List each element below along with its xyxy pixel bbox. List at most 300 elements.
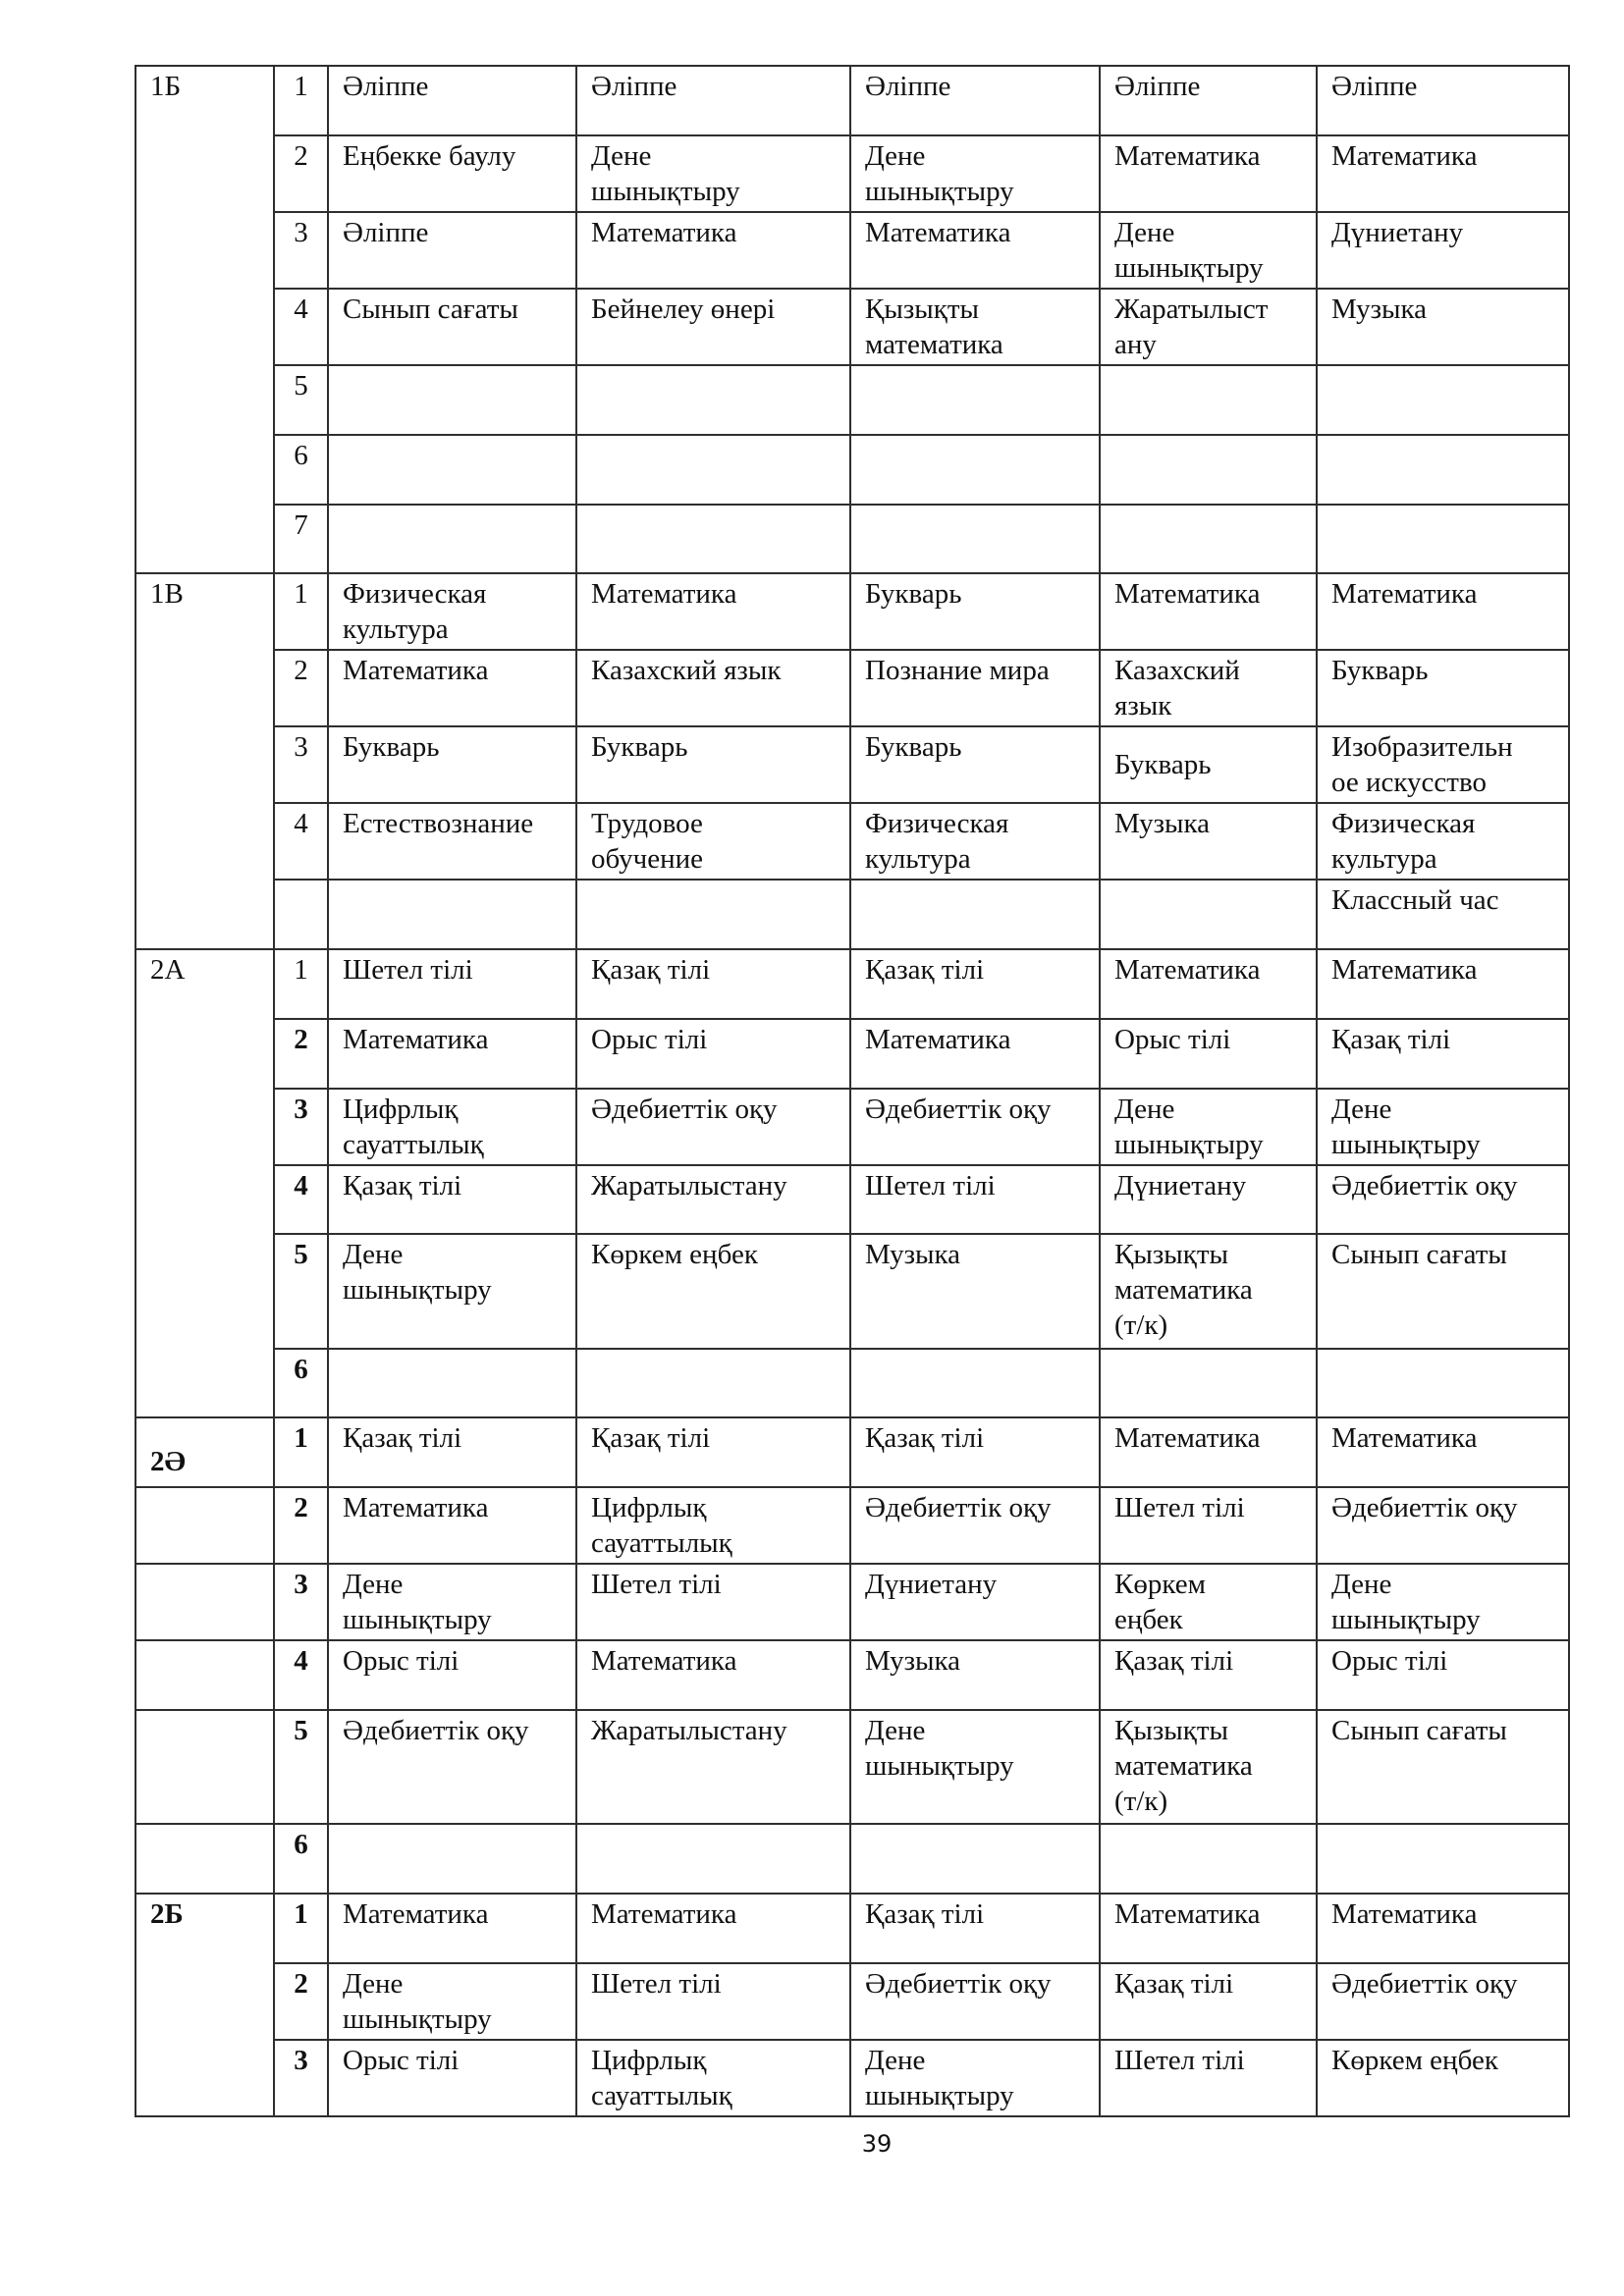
cell-text-line: математика: [865, 329, 1003, 360]
cell-text-line: Букварь: [1331, 655, 1429, 686]
lesson-number-text: 2: [294, 655, 308, 686]
subject-cell-day-4: [1099, 725, 1318, 804]
subject-cell-day-3: [849, 1233, 1101, 1350]
cell-text-line: Математика: [343, 1492, 489, 1523]
subject-cell-day-4: [1099, 2039, 1318, 2117]
cell-text-line: шынықтыру: [1114, 1129, 1264, 1160]
subject-cell-day-2: [575, 1088, 851, 1166]
subject-cell-day-4: [1099, 364, 1318, 436]
cell-text-line: Қазақ тілі: [865, 954, 985, 986]
cell-text-line: Математика: [591, 217, 737, 248]
subject-cell-day-1: [327, 211, 577, 290]
cell-text-line: Дене: [1114, 1094, 1175, 1125]
lesson-number: [273, 1823, 329, 1895]
subject-cell-day-1: [327, 1164, 577, 1235]
subject-cell-day-4: [1099, 65, 1318, 136]
cell-text-line: Дене: [865, 1715, 926, 1746]
cell-text-line: Орыс тілі: [591, 1024, 708, 1055]
cell-text-line: Классный час: [1331, 884, 1499, 916]
subject-cell-day-5: [1316, 1018, 1570, 1090]
subject-cell-day-1: [327, 504, 577, 574]
subject-cell-day-5: [1316, 1639, 1570, 1711]
lesson-number: [273, 1486, 329, 1565]
lesson-number-text: 1: [294, 1898, 308, 1930]
lesson-number-text: 6: [294, 1354, 308, 1385]
cell-text-line: шынықтыру: [1331, 1129, 1481, 1160]
cell-text-line: Математика: [1331, 954, 1478, 986]
cell-text-line: Математика: [1114, 1898, 1261, 1930]
lesson-number-text: 1: [294, 578, 308, 610]
subject-cell-day-5: [1316, 1563, 1570, 1641]
cell-text-line: Дене: [343, 1968, 404, 2000]
cell-text-line: шынықтыру: [343, 1604, 492, 1635]
cell-text-line: Музыка: [1114, 808, 1211, 839]
subject-cell-day-4: [1099, 649, 1318, 727]
lesson-number-text: 3: [294, 1569, 308, 1600]
subject-cell-day-2: [575, 802, 851, 881]
subject-cell-day-3: [849, 134, 1101, 213]
lesson-number: [273, 211, 329, 290]
subject-cell-day-1: [327, 1823, 577, 1895]
cell-text-line: Қазақ тілі: [865, 1898, 985, 1930]
cell-text-line: Познание мира: [865, 655, 1050, 686]
subject-cell-day-4: [1099, 288, 1318, 366]
subject-cell-day-5: [1316, 725, 1570, 804]
class-name: 2Ә: [150, 1446, 186, 1477]
cell-text-line: культура: [1331, 843, 1437, 875]
subject-cell-day-4: [1099, 1893, 1318, 1964]
subject-cell-day-4: [1099, 879, 1318, 950]
subject-cell-day-5: [1316, 948, 1570, 1020]
subject-cell-day-3: [849, 1563, 1101, 1641]
subject-cell-day-3: [849, 2039, 1101, 2117]
subject-cell-day-4: [1099, 504, 1318, 574]
class-name: 1В: [150, 578, 184, 610]
lesson-number: [273, 434, 329, 506]
subject-cell-day-1: [327, 1709, 577, 1825]
cell-text-line: Математика: [865, 217, 1011, 248]
cell-text-line: Қазақ тілі: [1114, 1968, 1234, 2000]
cell-text-line: Букварь: [343, 731, 440, 763]
cell-text-line: (т/к): [1114, 1309, 1168, 1341]
lesson-number-text: 4: [294, 1170, 308, 1201]
cell-text-line: Қызықты: [865, 294, 980, 325]
subject-cell-day-4: [1099, 1486, 1318, 1565]
lesson-number: [273, 1088, 329, 1166]
lesson-number-text: 3: [294, 2045, 308, 2076]
cell-text-line: ое искусство: [1331, 767, 1487, 798]
cell-text-line: математика: [1114, 1274, 1253, 1306]
subject-cell-day-5: [1316, 1088, 1570, 1166]
subject-cell-day-2: [575, 1709, 851, 1825]
subject-cell-day-2: [575, 1962, 851, 2041]
subject-cell-day-2: [575, 1164, 851, 1235]
cell-text-line: Бейнелеу өнері: [591, 294, 776, 325]
class-name: 1Б: [150, 71, 182, 102]
cell-text-line: Физическая: [865, 808, 1009, 839]
cell-text-line: Қызықты: [1114, 1715, 1229, 1746]
cell-text-line: Букварь: [1114, 749, 1212, 780]
subject-cell-day-2: [575, 288, 851, 366]
subject-cell-day-2: [575, 134, 851, 213]
subject-cell-day-3: [849, 1088, 1101, 1166]
cell-text-line: (т/к): [1114, 1786, 1168, 1817]
lesson-number-text: 3: [294, 217, 308, 248]
lesson-number-text: 2: [294, 1492, 308, 1523]
cell-text-line: Көркем: [1114, 1569, 1206, 1600]
lesson-number: [273, 1348, 329, 1418]
cell-text-line: Көркем еңбек: [1331, 2045, 1498, 2076]
cell-text-line: Орыс тілі: [1114, 1024, 1231, 1055]
subject-cell-day-5: [1316, 288, 1570, 366]
subject-cell-day-3: [849, 1823, 1101, 1895]
subject-cell-day-4: [1099, 1962, 1318, 2041]
cell-text-line: Қазақ тілі: [591, 1422, 711, 1454]
subject-cell-day-1: [327, 948, 577, 1020]
class-name: 2Б: [150, 1898, 184, 1930]
lesson-number: [273, 1416, 329, 1488]
cell-text-line: Шетел тілі: [1114, 2045, 1245, 2076]
cell-text-line: Дене: [343, 1239, 404, 1270]
lesson-number: [273, 364, 329, 436]
subject-cell-day-3: [849, 1486, 1101, 1565]
lesson-number: [273, 1164, 329, 1235]
cell-text-line: Әліппе: [343, 217, 429, 248]
subject-cell-day-2: [575, 1893, 851, 1964]
cell-text-line: шынықтыру: [343, 1274, 492, 1306]
lesson-number: [273, 65, 329, 136]
class-label: [135, 65, 275, 574]
lesson-number-text: 5: [294, 1239, 308, 1270]
cell-text-line: Букварь: [591, 731, 688, 763]
subject-cell-day-3: [849, 1709, 1101, 1825]
subject-cell-day-5: [1316, 879, 1570, 950]
lesson-number: [273, 649, 329, 727]
lesson-number: [273, 1563, 329, 1641]
subject-cell-day-5: [1316, 1348, 1570, 1418]
subject-cell-day-3: [849, 1018, 1101, 1090]
cell-text-line: Қазақ тілі: [1331, 1024, 1451, 1055]
subject-cell-day-4: [1099, 1563, 1318, 1641]
subject-cell-day-1: [327, 1088, 577, 1166]
lesson-number-text: 6: [294, 440, 308, 471]
cell-text-line: Трудовое: [591, 808, 703, 839]
cell-text-line: шынықтыру: [1114, 252, 1264, 284]
lesson-number-text: 5: [294, 370, 308, 401]
subject-cell-day-1: [327, 1486, 577, 1565]
cell-text-line: Еңбекке баулу: [343, 140, 516, 172]
page-number: 39: [861, 2130, 893, 2158]
subject-cell-day-4: [1099, 211, 1318, 290]
subject-cell-day-5: [1316, 2039, 1570, 2117]
cell-text-line: Жаратылыст: [1114, 294, 1269, 325]
cell-text-line: Казахский: [1114, 655, 1240, 686]
lesson-number-text: 7: [294, 509, 308, 541]
lesson-number-text: 2: [294, 1024, 308, 1055]
cell-text-line: Изобразительн: [1331, 731, 1513, 763]
subject-cell-day-5: [1316, 1233, 1570, 1350]
class-cell-empty: [135, 1709, 275, 1825]
lesson-number-text: 5: [294, 1715, 308, 1746]
cell-text-line: Қызықты: [1114, 1239, 1229, 1270]
cell-text-line: Математика: [865, 1024, 1011, 1055]
subject-cell-day-2: [575, 504, 851, 574]
cell-text-line: Шетел тілі: [1114, 1492, 1245, 1523]
subject-cell-day-4: [1099, 1639, 1318, 1711]
lesson-number: [273, 802, 329, 881]
subject-cell-day-4: [1099, 1348, 1318, 1418]
subject-cell-day-4: [1099, 1233, 1318, 1350]
subject-cell-day-2: [575, 1486, 851, 1565]
subject-cell-day-5: [1316, 364, 1570, 436]
cell-text-line: Қазақ тілі: [865, 1422, 985, 1454]
lesson-number: [273, 1018, 329, 1090]
subject-cell-day-1: [327, 134, 577, 213]
cell-text-line: Шетел тілі: [591, 1968, 722, 2000]
lesson-number-text: 2: [294, 1968, 308, 2000]
lesson-number-text: 4: [294, 1645, 308, 1677]
cell-text-line: Шетел тілі: [343, 954, 473, 986]
subject-cell-day-2: [575, 2039, 851, 2117]
cell-text-line: Дене: [865, 2045, 926, 2076]
subject-cell-day-5: [1316, 211, 1570, 290]
cell-text-line: Математика: [343, 655, 489, 686]
subject-cell-day-5: [1316, 572, 1570, 651]
lesson-number: [273, 134, 329, 213]
class-label: [135, 572, 275, 950]
subject-cell-day-5: [1316, 1416, 1570, 1488]
subject-cell-day-5: [1316, 434, 1570, 506]
subject-cell-day-1: [327, 1962, 577, 2041]
subject-cell-day-3: [849, 1893, 1101, 1964]
cell-text-line: Әліппе: [591, 71, 677, 102]
subject-cell-day-4: [1099, 802, 1318, 881]
cell-text-line: Дүниетану: [1331, 217, 1464, 248]
lesson-number: [273, 2039, 329, 2117]
subject-cell-day-1: [327, 2039, 577, 2117]
cell-text-line: Сынып сағаты: [1331, 1239, 1507, 1270]
subject-cell-day-5: [1316, 1962, 1570, 2041]
subject-cell-day-3: [849, 65, 1101, 136]
lesson-number: [273, 572, 329, 651]
cell-text-line: Математика: [1114, 1422, 1261, 1454]
cell-text-line: Дүниетану: [1114, 1170, 1247, 1201]
cell-text-line: Математика: [1114, 140, 1261, 172]
subject-cell-day-2: [575, 1823, 851, 1895]
cell-text-line: Физическая: [343, 578, 487, 610]
subject-cell-day-5: [1316, 1823, 1570, 1895]
cell-text-line: Шетел тілі: [591, 1569, 722, 1600]
subject-cell-day-3: [849, 504, 1101, 574]
subject-cell-day-1: [327, 1563, 577, 1641]
cell-text-line: ану: [1114, 329, 1157, 360]
subject-cell-day-2: [575, 1348, 851, 1418]
lesson-number-text: 1: [294, 954, 308, 986]
cell-text-line: Букварь: [865, 578, 962, 610]
cell-text-line: Әдебиеттік оқу: [1331, 1170, 1518, 1201]
subject-cell-day-2: [575, 1563, 851, 1641]
cell-text-line: Дене: [1331, 1094, 1392, 1125]
subject-cell-day-3: [849, 1416, 1101, 1488]
subject-cell-day-4: [1099, 1416, 1318, 1488]
subject-cell-day-3: [849, 1962, 1101, 2041]
cell-text-line: Әдебиеттік оқу: [865, 1968, 1052, 2000]
subject-cell-day-5: [1316, 649, 1570, 727]
lesson-number: [273, 1893, 329, 1964]
cell-text-line: Дене: [1331, 1569, 1392, 1600]
class-cell-empty: [135, 1639, 275, 1711]
subject-cell-day-4: [1099, 1709, 1318, 1825]
cell-text-line: Математика: [591, 1645, 737, 1677]
subject-cell-day-2: [575, 1018, 851, 1090]
subject-cell-day-3: [849, 211, 1101, 290]
subject-cell-day-5: [1316, 1709, 1570, 1825]
cell-text-line: Қазақ тілі: [343, 1422, 462, 1454]
subject-cell-day-4: [1099, 1088, 1318, 1166]
subject-cell-day-1: [327, 802, 577, 881]
subject-cell-day-4: [1099, 434, 1318, 506]
cell-text-line: сауаттылық: [591, 1527, 732, 1559]
cell-text-line: Музыка: [1331, 294, 1428, 325]
cell-text-line: язык: [1114, 690, 1172, 721]
cell-text-line: обучение: [591, 843, 704, 875]
class-label: [135, 1416, 275, 1488]
subject-cell-day-1: [327, 1639, 577, 1711]
subject-cell-day-1: [327, 364, 577, 436]
subject-cell-day-3: [849, 572, 1101, 651]
subject-cell-day-4: [1099, 572, 1318, 651]
cell-text-line: Математика: [1114, 578, 1261, 610]
cell-text-line: сауаттылық: [343, 1129, 484, 1160]
cell-text-line: Математика: [591, 1898, 737, 1930]
subject-cell-day-1: [327, 1416, 577, 1488]
lesson-number: [273, 725, 329, 804]
lesson-number: [273, 1709, 329, 1825]
subject-cell-day-1: [327, 725, 577, 804]
subject-cell-day-1: [327, 649, 577, 727]
subject-cell-day-5: [1316, 802, 1570, 881]
cell-text-line: Жаратылыстану: [591, 1170, 787, 1201]
cell-text-line: Букварь: [865, 731, 962, 763]
cell-text-line: Көркем еңбек: [591, 1239, 758, 1270]
subject-cell-day-1: [327, 572, 577, 651]
cell-text-line: шынықтыру: [591, 176, 740, 207]
subject-cell-day-2: [575, 725, 851, 804]
cell-text-line: Математика: [343, 1024, 489, 1055]
subject-cell-day-3: [849, 1348, 1101, 1418]
subject-cell-day-2: [575, 65, 851, 136]
cell-text-line: Физическая: [1331, 808, 1476, 839]
subject-cell-day-5: [1316, 1164, 1570, 1235]
subject-cell-day-2: [575, 572, 851, 651]
cell-text-line: Әдебиеттік оқу: [591, 1094, 778, 1125]
lesson-number-text: 3: [294, 731, 308, 763]
class-name: 2А: [150, 954, 186, 986]
lesson-number: [273, 1639, 329, 1711]
subject-cell-day-1: [327, 65, 577, 136]
lesson-number-text: 1: [294, 1422, 308, 1454]
cell-text-line: шынықтыру: [1331, 1604, 1481, 1635]
subject-cell-day-2: [575, 1416, 851, 1488]
subject-cell-day-5: [1316, 1893, 1570, 1964]
cell-text-line: Математика: [1331, 140, 1478, 172]
cell-text-line: Дене: [591, 140, 652, 172]
subject-cell-day-2: [575, 1233, 851, 1350]
subject-cell-day-3: [849, 1639, 1101, 1711]
cell-text-line: Цифрлық: [591, 2045, 707, 2076]
cell-text-line: Математика: [591, 578, 737, 610]
lesson-number-text: 4: [294, 808, 308, 839]
lesson-number: [273, 948, 329, 1020]
subject-cell-day-2: [575, 948, 851, 1020]
cell-text-line: Казахский язык: [591, 655, 782, 686]
subject-cell-day-3: [849, 802, 1101, 881]
subject-cell-day-5: [1316, 65, 1570, 136]
subject-cell-day-1: [327, 288, 577, 366]
cell-text-line: Цифрлық: [343, 1094, 459, 1125]
cell-text-line: Математика: [1331, 578, 1478, 610]
cell-text-line: Қазақ тілі: [343, 1170, 462, 1201]
cell-text-line: Жаратылыстану: [591, 1715, 787, 1746]
cell-text-line: Орыс тілі: [1331, 1645, 1448, 1677]
cell-text-line: Әдебиеттік оқу: [865, 1492, 1052, 1523]
lesson-number-text: 2: [294, 140, 308, 172]
cell-text-line: Математика: [1331, 1898, 1478, 1930]
cell-text-line: Музыка: [865, 1645, 961, 1677]
cell-text-line: Әдебиеттік оқу: [343, 1715, 529, 1746]
subject-cell-day-1: [327, 1233, 577, 1350]
subject-cell-day-1: [327, 434, 577, 506]
lesson-number: [273, 288, 329, 366]
class-cell-empty: [135, 1486, 275, 1565]
class-cell-empty: [135, 1823, 275, 1895]
cell-text-line: шынықтыру: [343, 2003, 492, 2035]
cell-text-line: Шетел тілі: [865, 1170, 996, 1201]
subject-cell-day-3: [849, 1164, 1101, 1235]
cell-text-line: Математика: [343, 1898, 489, 1930]
subject-cell-day-4: [1099, 1823, 1318, 1895]
class-label: [135, 1893, 275, 2117]
subject-cell-day-1: [327, 1018, 577, 1090]
cell-text-line: Математика: [1114, 954, 1261, 986]
subject-cell-day-4: [1099, 134, 1318, 213]
lesson-number: [273, 1233, 329, 1350]
class-label: [135, 948, 275, 1418]
cell-text-line: Дене: [343, 1569, 404, 1600]
cell-text-line: Дүниетану: [865, 1569, 998, 1600]
cell-text-line: Әдебиеттік оқу: [865, 1094, 1052, 1125]
cell-text-line: шынықтыру: [865, 2080, 1014, 2111]
subject-cell-day-3: [849, 434, 1101, 506]
subject-cell-day-4: [1099, 1164, 1318, 1235]
cell-text-line: культура: [865, 843, 971, 875]
subject-cell-day-5: [1316, 134, 1570, 213]
class-cell-empty: [135, 1563, 275, 1641]
subject-cell-day-2: [575, 1639, 851, 1711]
cell-text-line: сауаттылық: [591, 2080, 732, 2111]
subject-cell-day-4: [1099, 948, 1318, 1020]
subject-cell-day-3: [849, 364, 1101, 436]
cell-text-line: Қазақ тілі: [591, 954, 711, 986]
cell-text-line: культура: [343, 614, 449, 645]
lesson-number: [273, 879, 329, 950]
cell-text-line: Әліппе: [343, 71, 429, 102]
cell-text-line: шынықтыру: [865, 1750, 1014, 1782]
cell-text-line: математика: [1114, 1750, 1253, 1782]
cell-text-line: Сынып сағаты: [1331, 1715, 1507, 1746]
cell-text-line: еңбек: [1114, 1604, 1183, 1635]
subject-cell-day-4: [1099, 1018, 1318, 1090]
